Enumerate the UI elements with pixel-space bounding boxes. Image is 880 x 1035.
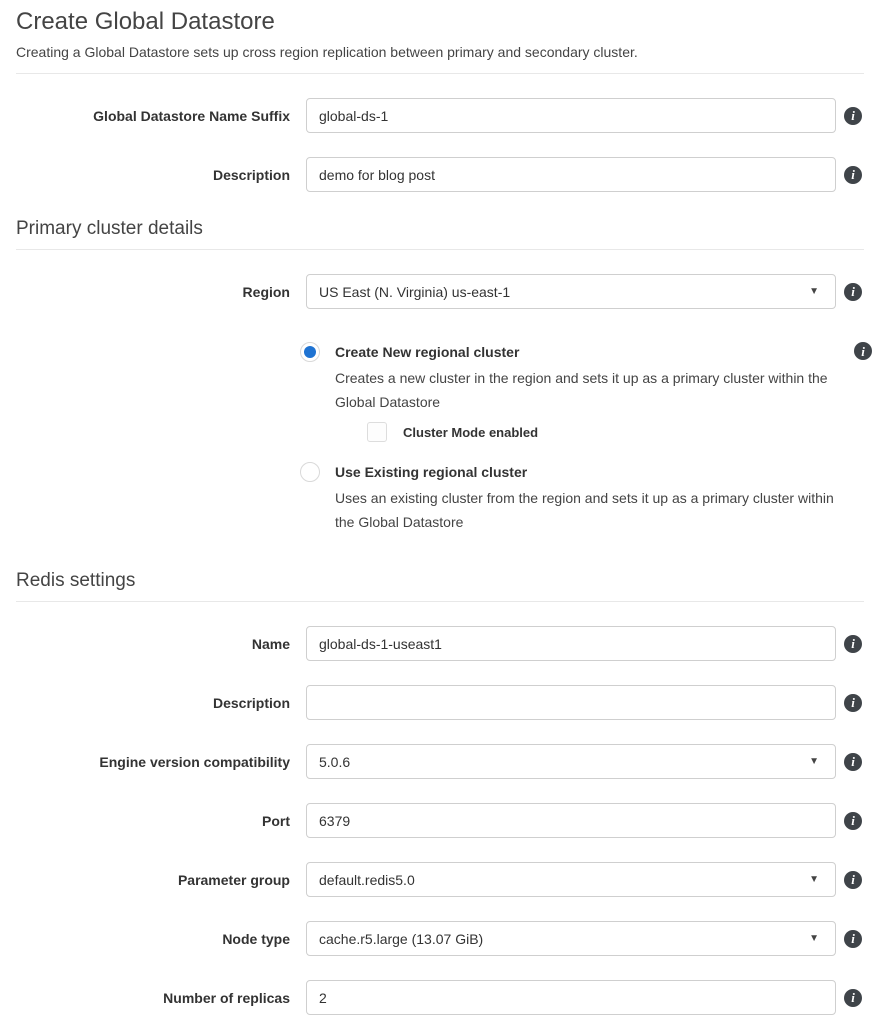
name-suffix-field-box bbox=[306, 98, 836, 133]
divider bbox=[16, 73, 864, 74]
form-row-node-type bbox=[16, 921, 864, 956]
radio-selected-dot bbox=[304, 346, 316, 358]
region-label: Region bbox=[242, 283, 290, 300]
engine-version-select-value: 5.0.6 bbox=[319, 753, 351, 770]
form-row-region bbox=[16, 274, 864, 309]
name-field-box bbox=[306, 626, 836, 661]
dropdown-arrow-icon: ▼ bbox=[809, 755, 819, 767]
info-icon[interactable]: i bbox=[854, 342, 872, 360]
info-icon[interactable]: i bbox=[844, 166, 862, 184]
info-icon[interactable]: i bbox=[844, 871, 862, 889]
use-existing-radio-label[interactable]: Use Existing regional cluster bbox=[335, 464, 528, 480]
name-label: Name bbox=[251, 635, 290, 652]
engine-version-label: Engine version compatibility bbox=[99, 753, 290, 770]
dropdown-arrow-icon: ▼ bbox=[809, 932, 819, 944]
redis-description-field-box bbox=[306, 685, 836, 720]
create-new-radio-description: Creates a new cluster in the region and sets it up as a primary cluster within the Global Datastore bbox=[335, 370, 828, 410]
primary-cluster-radio-group bbox=[300, 342, 872, 534]
cluster-mode-row bbox=[367, 422, 872, 442]
dropdown-arrow-icon: ▼ bbox=[809, 873, 819, 885]
form-row-port bbox=[16, 803, 864, 838]
region-select[interactable] bbox=[306, 274, 836, 309]
info-icon[interactable]: i bbox=[844, 930, 862, 948]
form-row-replicas bbox=[16, 980, 864, 1015]
form-row-gd-description bbox=[16, 157, 864, 192]
form-row-parameter-group bbox=[16, 862, 864, 897]
info-icon[interactable]: i bbox=[844, 694, 862, 712]
cluster-mode-label[interactable]: Cluster Mode enabled bbox=[403, 424, 539, 440]
name-suffix-input[interactable] bbox=[307, 99, 835, 132]
gd-description-label: Description bbox=[212, 166, 290, 183]
region-select-value: US East (N. Virginia) us-east-1 bbox=[319, 283, 511, 300]
name-input[interactable] bbox=[307, 627, 835, 660]
primary-cluster-fields bbox=[16, 274, 864, 309]
info-icon[interactable]: i bbox=[844, 753, 862, 771]
cluster-mode-checkbox[interactable] bbox=[367, 422, 387, 442]
port-field-box bbox=[306, 803, 836, 838]
redis-settings-fields bbox=[16, 626, 864, 1015]
create-new-radio-label[interactable]: Create New regional cluster bbox=[335, 344, 520, 360]
info-icon[interactable]: i bbox=[844, 107, 862, 125]
radio-button-create-new[interactable] bbox=[300, 342, 320, 362]
replicas-input[interactable] bbox=[307, 981, 835, 1014]
section-heading-primary-cluster: Primary cluster details bbox=[16, 218, 203, 239]
page-subtitle: Creating a Global Datastore sets up cross region replication between primary and secondary cluster. bbox=[16, 44, 638, 60]
name-suffix-label: Global Datastore Name Suffix bbox=[93, 107, 290, 124]
radio-button-use-existing[interactable] bbox=[300, 462, 320, 482]
replicas-label: Number of replicas bbox=[163, 989, 290, 1006]
replicas-field-box bbox=[306, 980, 836, 1015]
global-datastore-fields bbox=[16, 98, 864, 192]
section-heading-redis-settings: Redis settings bbox=[16, 570, 136, 591]
node-type-select-value: cache.r5.large (13.07 GiB) bbox=[319, 930, 484, 947]
radio-option-create-new bbox=[300, 342, 872, 442]
engine-version-select[interactable] bbox=[306, 744, 836, 779]
info-icon[interactable]: i bbox=[844, 283, 862, 301]
form-row-redis-description bbox=[16, 685, 864, 720]
node-type-label: Node type bbox=[222, 930, 290, 947]
parameter-group-select-value: default.redis5.0 bbox=[319, 871, 415, 888]
node-type-select[interactable] bbox=[306, 921, 836, 956]
info-icon[interactable]: i bbox=[844, 989, 862, 1007]
info-icon[interactable]: i bbox=[844, 812, 862, 830]
parameter-group-label: Parameter group bbox=[177, 871, 290, 888]
port-label: Port bbox=[262, 812, 290, 829]
divider bbox=[16, 601, 864, 602]
form-row-name-suffix bbox=[16, 98, 864, 133]
radio-option-use-existing bbox=[300, 462, 872, 534]
redis-description-input[interactable] bbox=[307, 686, 835, 719]
divider bbox=[16, 249, 864, 250]
info-icon[interactable]: i bbox=[844, 635, 862, 653]
form-row-name bbox=[16, 626, 864, 661]
form-row-engine-version bbox=[16, 744, 864, 779]
port-input[interactable] bbox=[307, 804, 835, 837]
gd-description-input[interactable] bbox=[307, 158, 835, 191]
gd-description-field-box bbox=[306, 157, 836, 192]
page-title: Create Global Datastore bbox=[16, 8, 275, 35]
use-existing-radio-description: Uses an existing cluster from the region and sets it up as a primary cluster within the Global Datastore bbox=[335, 490, 834, 530]
dropdown-arrow-icon: ▼ bbox=[809, 285, 819, 297]
redis-description-label: Description bbox=[212, 694, 290, 711]
parameter-group-select[interactable] bbox=[306, 862, 836, 897]
